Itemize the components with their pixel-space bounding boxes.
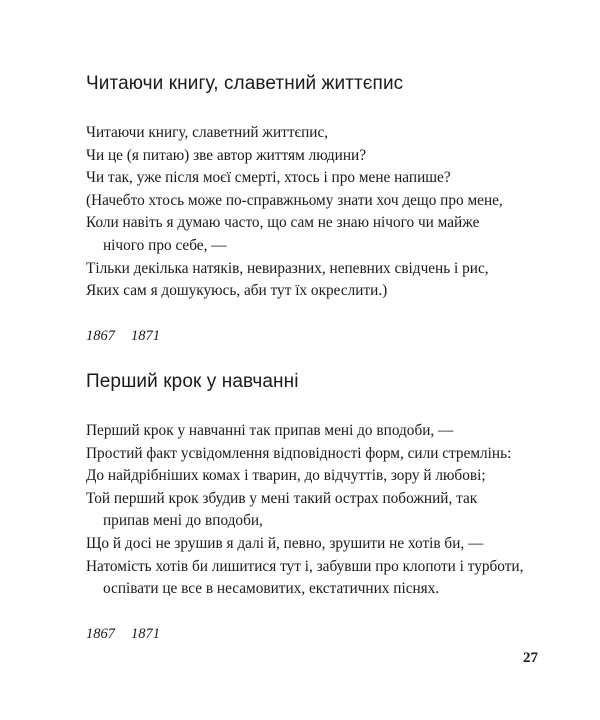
poem-line: До найдрібніших комах і тварин, до відчуттів, зору й любові; (86, 467, 486, 485)
poem-line: Натомість хотів би лишитися тут і, забувши про клопоти і турботи, (86, 557, 524, 575)
poem-line: Перший крок у навчанні так припав мені до вподоби, — (86, 422, 454, 439)
poem-line: Тільки декілька натяків, невиразних, непевних свідчень і рис, (86, 259, 489, 277)
poem-title: Перший крок у навчанні (86, 371, 299, 392)
poem-line: Чи так, уже після моєї смерті, хтось і про мене напише? (86, 169, 451, 187)
date-second: 1871 (131, 625, 160, 642)
poem-line: (Начебто хтось може по-справжньому знати хоч дещо про мене, (86, 191, 503, 209)
poem-body (86, 122, 546, 303)
poem-dates (86, 624, 546, 644)
poem-line-continuation: нічого про себе, — (103, 236, 227, 254)
poem-line: Що й досі не зрушив я далі й, певно, зрушити не хотів би, — (86, 534, 484, 552)
poem-line: Коли навіть я думаю часто, що сам не знаю нічого чи майже (86, 214, 480, 232)
poem-body (86, 420, 546, 601)
poem-line: Чи це (я питаю) зве автор життям людини? (86, 146, 366, 164)
poem (86, 370, 546, 644)
date-first: 1867 (86, 327, 115, 344)
poem-line-continuation: припав мені до вподоби, (103, 512, 263, 530)
poem-line: Простий факт усвідомлення відповідності форм, сили стремлінь: (86, 444, 512, 462)
poem-line: Читаючи книгу, славетний життєпис, (86, 124, 329, 141)
poem-line: Той перший крок збудив у мені такий острах побожний, так (86, 489, 478, 507)
poem-title: Читаючи книгу, славетний життєпис (86, 73, 404, 94)
poem (86, 72, 546, 346)
page-number: 27 (523, 650, 538, 666)
date-second: 1871 (131, 327, 160, 344)
poem-line: Яких сам я дошукуюсь, аби тут їх окреслити.) (86, 282, 388, 300)
poem-line-continuation: оспівати це все в несамовитих, екстатичних піснях. (103, 580, 440, 598)
date-first: 1867 (86, 625, 115, 642)
poem-dates (86, 326, 546, 346)
